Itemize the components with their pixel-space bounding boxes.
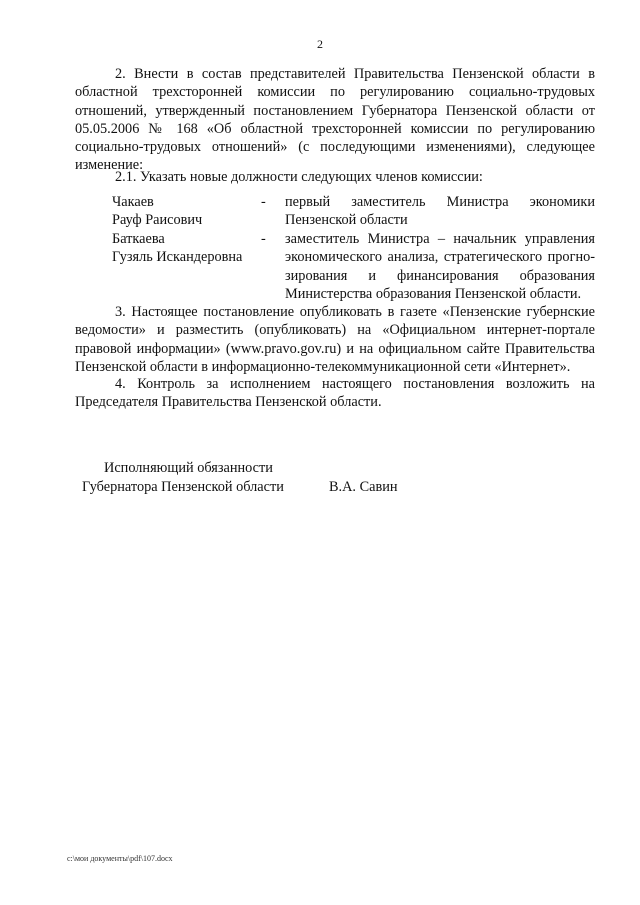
section-3-text: 3. Настоящее постановление опубликовать в газете «Пензенские губернские ведомости» и разместить (опубликовать) на «Официальном интернет-портале правовой информации» (www.pravo.gov.ru) и на официальном сайте Правительства Пензенской области в информационно-телекоммуникационной сети «Интернет». (75, 304, 595, 375)
member-surname: Баткаева (112, 231, 165, 247)
page-number: 2 (317, 37, 323, 51)
member-position (285, 230, 595, 303)
member-position (285, 193, 595, 230)
signatory-title-line-1: Исполняющий обязанности (104, 460, 273, 476)
member-dash: - (261, 231, 266, 247)
footer-file-path: c:\мои документы\pdf\107.docx (67, 854, 173, 863)
position-line: первый заместитель Министра экономики (285, 194, 595, 210)
member-surname: Чакаев (112, 194, 154, 210)
commission-member-chakaev (75, 193, 595, 233)
section-4-text: 4. Контроль за исполнением настоящего постановления возложить на Председателя Правительства Пензенской области. (75, 376, 595, 411)
position-line: Министерства образования Пензенской области. (285, 285, 582, 302)
paragraph-section-2-1: 2.1. Указать новые должности следующих членов комиссии: (115, 169, 483, 185)
signatory-title-line-2: Губернатора Пензенской области (82, 479, 284, 495)
member-given-names: Рауф Раисович (112, 212, 203, 229)
member-given-names: Гузяль Искандеровна (112, 249, 243, 266)
paragraph-section-4 (75, 375, 595, 412)
member-name (112, 193, 262, 230)
member-dash: - (261, 194, 266, 210)
position-line: зирования и финансирования образования (285, 267, 595, 284)
position-line: Пензенской области (285, 212, 408, 229)
signatory-name: В.А. Савин (329, 479, 398, 495)
position-line: экономического анализа, стратегического прогно- (285, 249, 595, 266)
paragraph-section-2 (75, 65, 595, 175)
position-line: заместитель Министра – начальник управления (285, 231, 595, 247)
member-name (112, 230, 262, 267)
commission-member-batkaeva (75, 230, 595, 305)
paragraph-section-3 (75, 303, 595, 376)
section-2-text: 2. Внести в состав представителей Правительства Пензенской области в областной трехсторонней комиссии по регулированию социально-трудовых отношений, утвержденный постановлением Губернатора Пензенской области от 05.05.2006 № 168 «Об областной трехсторонней комиссии по регулированию социально-трудовых отношений» (с последующими изменениями), следующее изменение: (75, 66, 595, 174)
